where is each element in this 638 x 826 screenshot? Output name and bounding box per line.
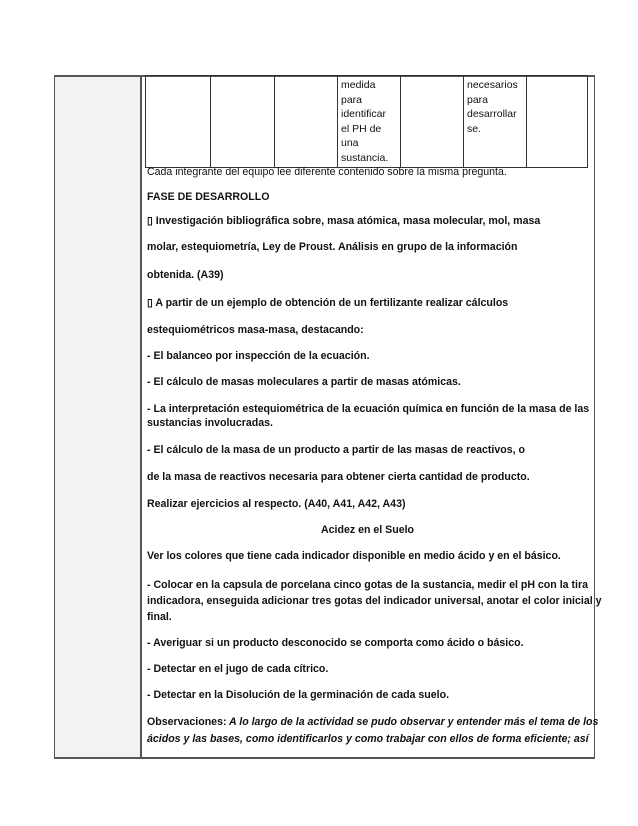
cell-line: para	[467, 93, 489, 106]
body-line: ▯ Investigación bibliográfica sobre, masa atómica, masa molecular, mol, masa	[147, 215, 541, 227]
body-line: obtenida. (A39)	[147, 269, 224, 281]
observations-line	[147, 715, 598, 729]
cell-line: el PH de	[341, 122, 382, 135]
cell-line: desarrollar	[467, 108, 517, 120]
cell-line: sustancia.	[341, 151, 389, 164]
cell-line: medida	[341, 79, 376, 91]
observations-label: Observaciones:	[147, 716, 227, 728]
body-line: de la masa de reactivos necesaria para obtener cierta cantidad de producto.	[147, 471, 530, 483]
table-row	[146, 76, 588, 168]
body-line: - El cálculo de la masa de un producto a partir de las masas de reactivos, o	[147, 444, 525, 456]
observations-text: A lo largo de la actividad se pudo observar y entender más el tema de los	[226, 716, 599, 728]
cell-line: una	[341, 137, 359, 149]
body-line: sustancias involucradas.	[147, 417, 274, 429]
body-line: final.	[147, 611, 172, 623]
body-line: - La interpretación estequiométrica de la ecuación química en función de la masa de las	[147, 403, 590, 415]
body-line: - El balanceo por inspección de la ecuación.	[147, 350, 370, 362]
body-line: - Averiguar si un producto desconocido se comporta como ácido o básico.	[147, 637, 524, 649]
cell-line: para	[341, 93, 363, 106]
schedule-subtable	[145, 75, 588, 168]
table-cell-medida	[338, 76, 401, 168]
body-line: indicadora, enseguida adicionar tres gotas del indicador universal, anotar el color inicial y	[147, 595, 602, 607]
body-line: Realizar ejercicios al respecto. (A40, A41, A42, A43)	[147, 498, 406, 510]
body-line: - Detectar en la Disolución de la germinación de cada suelo.	[147, 689, 450, 701]
table-cell	[401, 76, 464, 168]
section-heading: FASE DE DESARROLLO	[147, 191, 270, 203]
table-cell-necesarios	[464, 76, 527, 168]
body-line: Ver los colores que tiene cada indicador disponible en medio ácido y en el básico.	[147, 550, 561, 562]
cell-line: se.	[467, 122, 482, 135]
table-cell	[146, 76, 211, 168]
table-cell	[527, 76, 588, 168]
subsection-title: Acidez en el Suelo	[320, 524, 415, 536]
body-line: molar, estequiometría, Ley de Proust. Análisis en grupo de la información	[147, 241, 518, 253]
body-line: Cada integrante del equipo lee diferente contenido sobre la misma pregunta.	[147, 166, 507, 178]
left-column-cell	[55, 77, 142, 757]
cell-line: identificar	[341, 108, 386, 120]
observations-line: ácidos y las bases, como identificarlos y como trabajar con ellos de forma eficiente; así	[147, 733, 589, 745]
table-cell	[275, 76, 338, 168]
table-cell	[211, 76, 275, 168]
body-line: - El cálculo de masas moleculares a partir de masas atómicas.	[147, 376, 461, 388]
body-line: ▯ A partir de un ejemplo de obtención de un fertilizante realizar cálculos	[147, 297, 509, 309]
body-line: - Detectar en el jugo de cada cítrico.	[147, 663, 329, 675]
cell-line: necesarios	[467, 79, 518, 91]
body-line: estequiométricos masa-masa, destacando:	[147, 324, 364, 336]
body-line: - Colocar en la capsula de porcelana cinco gotas de la sustancia, medir el pH con la tira	[147, 579, 588, 591]
